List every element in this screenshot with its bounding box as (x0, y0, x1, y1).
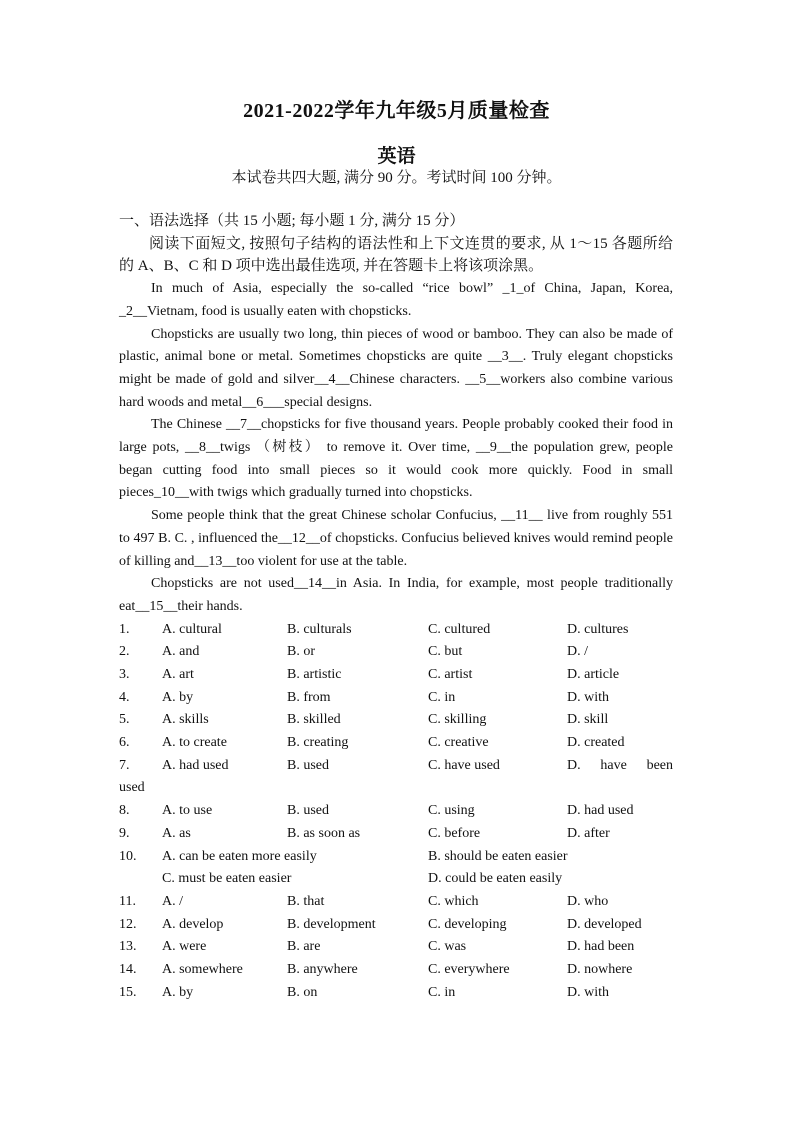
option-d: D. have been (567, 757, 673, 773)
option-a: A. develop (162, 916, 224, 932)
question-number: 2. (119, 644, 130, 660)
option-a: A. as (162, 825, 191, 841)
option-b: B. on (287, 984, 318, 1000)
option-c: C. in (428, 984, 456, 1000)
option-b: B. skilled (287, 712, 341, 728)
option-d: D. cultures (567, 621, 629, 637)
option-c: C. have used (428, 757, 500, 773)
option-c: C. creative (428, 735, 489, 751)
question-row (119, 959, 673, 982)
option-c: C. skilling (428, 712, 487, 728)
exam-info: 本试卷共四大题, 满分 90 分。考试时间 100 分钟。 (231, 170, 562, 186)
question-number: 7. (119, 757, 130, 773)
option-b: B. creating (287, 735, 349, 751)
option-a: A. had used (162, 757, 229, 773)
option-a: A. by (162, 689, 194, 705)
question-number: 6. (119, 735, 130, 751)
exam-title: 2021-2022学年九年级5月质量检查 (243, 100, 550, 122)
section-heading: 一、语法选择（共 15 小题; 每小题 1 分, 满分 15 分） (119, 213, 465, 229)
option-b: B. culturals (287, 621, 352, 637)
passage-paragraph: Some people think that the great Chinese scholar Confucius, __11__ live from roughly 551 to 497 B. C. , influenced the__12__of chopsticks. Confucius believed knives would remind people of killing and__13__too violent for use at the table. (119, 508, 673, 569)
option-b: B. that (287, 893, 325, 909)
question-number: 10. (119, 848, 137, 864)
subject-heading: 英语 (377, 146, 416, 167)
passage-paragraph: Chopsticks are usually two long, thin pieces of wood or bamboo. They can also be made of plastic, animal bone or metal. Sometimes chopsticks are quite __3__. Truly elegant chopsticks might be made of gold and silver__4__Chinese characters. __5__workers also combine various hard woods and metal__6___special designs. (119, 326, 673, 410)
option-b: B. anywhere (287, 961, 358, 977)
question-row (119, 982, 673, 1005)
option-a: A. were (162, 939, 207, 955)
passage-paragraph: In much of Asia, especially the so-called “rice bowl” _1_of China, Japan, Korea, _2__Vietnam, food is usually eaten with chopsticks. (119, 281, 673, 319)
question-row (119, 823, 673, 846)
option-c: C. was (428, 939, 467, 955)
option-a: A. to use (162, 803, 213, 819)
option-a: A. can be eaten more easily (162, 848, 317, 864)
question-number: 3. (119, 667, 130, 683)
option-d: D. nowhere (567, 961, 633, 977)
option-d-continuation: used (119, 780, 145, 796)
option-d: D. article (567, 667, 620, 683)
option-b: B. artistic (287, 667, 342, 683)
option-b: B. as soon as (287, 825, 361, 841)
option-c: C. developing (428, 916, 507, 932)
option-d: D. had been (567, 939, 635, 955)
option-d: D. with (567, 689, 609, 705)
question-number: 15. (119, 984, 137, 1000)
option-a: A. and (162, 644, 200, 660)
option-d: D. could be eaten easily (428, 871, 563, 887)
option-a: A. cultural (162, 621, 222, 637)
option-c: C. cultured (428, 621, 491, 637)
option-b: B. or (287, 644, 315, 660)
option-a: A. skills (162, 712, 209, 728)
question-number: 8. (119, 803, 130, 819)
option-a: A. somewhere (162, 961, 243, 977)
question-number: 1. (119, 621, 130, 637)
reading-passage (119, 278, 673, 619)
question-number: 14. (119, 961, 137, 977)
option-d: D. / (567, 644, 588, 660)
question-number: 5. (119, 712, 130, 728)
passage-paragraph: The Chinese __7__chopsticks for five thousand years. People probably cooked their food in large pots, __8__twigs （树枝） to remove it. Over time, __9__the population grew, people began cutting food into small pieces so it would cook more quickly. Food in small pieces_10__with twigs which gradually turned into chopsticks. (119, 417, 673, 501)
option-b: B. used (287, 803, 329, 819)
question-row (119, 800, 673, 823)
option-c: C. before (428, 825, 481, 841)
option-d: D. with (567, 984, 609, 1000)
option-d: D. had used (567, 803, 634, 819)
option-a: A. art (162, 667, 194, 683)
question-row (119, 846, 673, 869)
option-b: B. should be eaten easier (428, 848, 568, 864)
question-row (119, 755, 673, 778)
option-b: B. are (287, 939, 321, 955)
option-a: A. to create (162, 735, 227, 751)
option-c: C. artist (428, 667, 473, 683)
option-d: D. who (567, 893, 609, 909)
option-c: C. must be eaten easier (162, 871, 292, 887)
question-row (119, 914, 673, 937)
option-a: A. / (162, 893, 183, 909)
question-number: 11. (119, 893, 136, 909)
question-list (119, 619, 673, 1005)
question-row (119, 936, 673, 959)
option-b: B. development (287, 916, 376, 932)
exam-body (119, 210, 673, 1004)
question-number: 12. (119, 916, 137, 932)
question-number: 9. (119, 825, 130, 841)
section-instructions: 阅读下面短文, 按照句子结构的语法性和上下文连贯的要求, 从 1～15 各题所给的 A、B、C 和 D 项中选出最佳选项, 并在答题卡上将该项涂黑。 (119, 235, 673, 275)
option-d: D. after (567, 825, 610, 841)
question-row (119, 891, 673, 914)
question-row (119, 709, 673, 732)
question-row (119, 664, 673, 687)
option-d: D. developed (567, 916, 642, 932)
option-c: C. but (428, 644, 463, 660)
option-a: A. by (162, 984, 194, 1000)
option-c: C. using (428, 803, 475, 819)
option-d: D. skill (567, 712, 609, 728)
option-c: C. everywhere (428, 961, 510, 977)
question-row-continued (119, 868, 673, 891)
question-number: 4. (119, 689, 130, 705)
question-row (119, 732, 673, 755)
option-c: C. in (428, 689, 456, 705)
question-row (119, 619, 673, 642)
option-b: B. used (287, 757, 329, 773)
option-c: C. which (428, 893, 479, 909)
question-number: 13. (119, 939, 137, 955)
question-row (119, 641, 673, 664)
passage-paragraph: Chopsticks are not used__14__in Asia. In India, for example, most people traditionally eat__15__their hands. (119, 576, 673, 614)
option-b: B. from (287, 689, 331, 705)
option-d: D. created (567, 735, 625, 751)
question-row (119, 687, 673, 710)
